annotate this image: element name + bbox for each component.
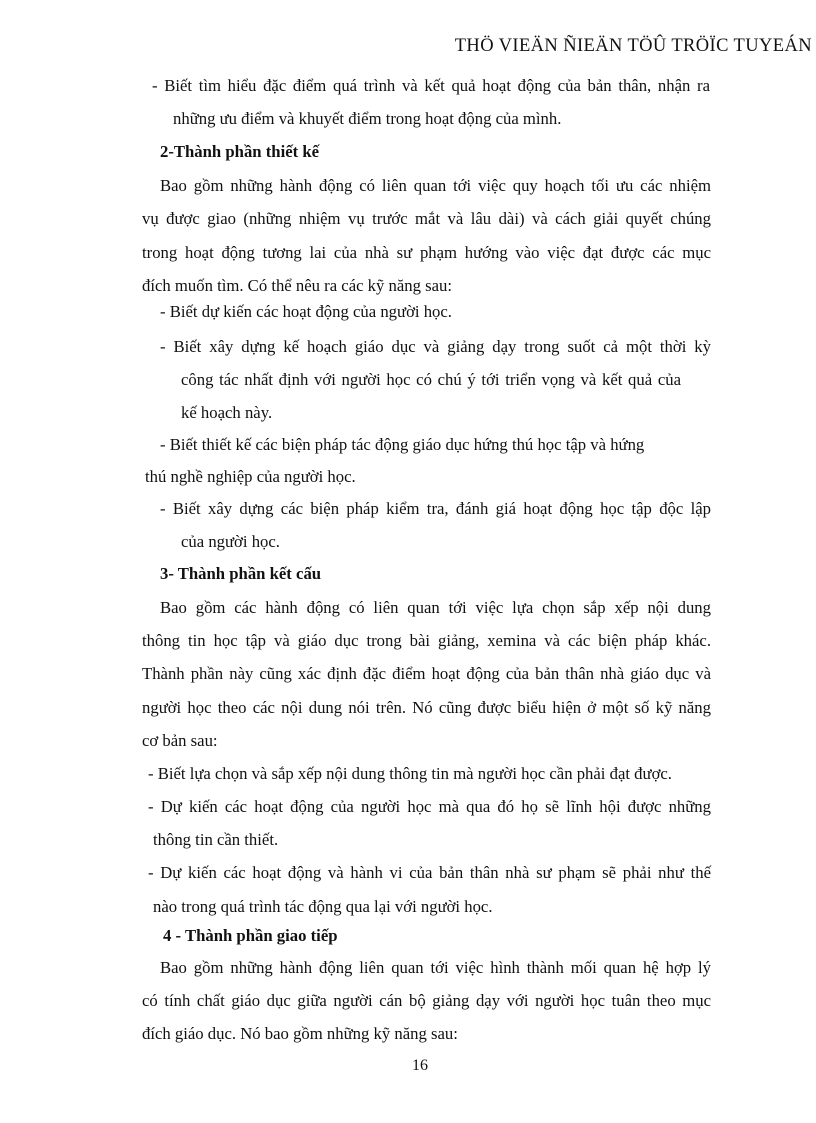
section-heading: 3- Thành phần kết cấu <box>160 564 322 583</box>
list-item: - Biết xây dựng các biện pháp kiểm tra, đánh giá hoạt động học tập độc lập <box>160 499 711 518</box>
section-heading: 2-Thành phần thiết kế <box>160 142 320 161</box>
text-line: thông tin cần thiết. <box>153 830 279 849</box>
list-item: - Biết dự kiến các hoạt động của người học. <box>160 302 452 321</box>
text-line: Bao gồm những hành động có liên quan tới việc quy hoạch tối ưu các nhiệm <box>160 176 711 195</box>
page-number: 16 <box>412 1057 428 1074</box>
text-line: nào trong quá trình tác động qua lại với người học. <box>153 897 493 916</box>
list-item: - Dự kiến các hoạt động và hành vi của bản thân nhà sư phạm sẽ phải như thế <box>148 863 711 882</box>
text-line: Bao gồm những hành động liên quan tới việc hình thành mối quan hệ hợp lý <box>160 958 711 977</box>
text-line: những ưu điểm và khuyết điểm trong hoạt động của mình. <box>173 109 562 128</box>
list-item: - Biết thiết kế các biện pháp tác động giáo dục hứng thú học tập và hứng <box>160 435 645 454</box>
text-line: của người học. <box>181 532 280 551</box>
text-line: công tác nhất định với người học có chú ý tới triển vọng và kết quả của <box>181 370 681 389</box>
list-item: - Dự kiến các hoạt động của người học mà qua đó họ sẽ lĩnh hội được những <box>148 797 711 816</box>
text-line: đích muốn tìm. Có thể nêu ra các kỹ năng sau: <box>142 276 453 295</box>
text-line: Bao gồm các hành động có liên quan tới việc lựa chọn sắp xếp nội dung <box>160 598 711 617</box>
text-line: kế hoạch này. <box>181 403 273 422</box>
text-line: cơ bản sau: <box>142 731 218 750</box>
text-line: thông tin học tập và giáo dục trong bài giảng, xemina và các biện pháp khác. <box>142 631 711 650</box>
text-line: đích giáo dục. Nó bao gồm những kỹ năng sau: <box>142 1024 458 1043</box>
list-item: - Biết lựa chọn và sắp xếp nội dung thông tin mà người học cần phải đạt được. <box>148 764 672 783</box>
text-line: có tính chất giáo dục giữa người cán bộ giảng dạy với người học tuân theo mục <box>142 991 711 1010</box>
running-header: THÖ VIEÄN ÑIEÄN TÖÛ TRÖÏC TUYEÁN <box>454 36 812 56</box>
section-heading: 4 - Thành phần giao tiếp <box>163 926 338 945</box>
text-line: - Biết tìm hiểu đặc điểm quá trình và kết quả hoạt động của bản thân, nhận ra <box>152 76 710 95</box>
text-line: vụ được giao (những nhiệm vụ trước mắt và lâu dài) và cách giải quyết chúng <box>142 209 711 228</box>
list-item: - Biết xây dựng kế hoạch giáo dục và giảng dạy trong suốt cả một thời kỳ <box>160 337 711 356</box>
text-line: người học theo các nội dung nói trên. Nó cũng được biểu hiện ở một số kỹ năng <box>142 698 711 717</box>
text-line: trong hoạt động tương lai của nhà sư phạm hướng vào việc đạt được các mục <box>142 243 711 262</box>
text-line: Thành phần này cũng xác định đặc điểm hoạt động của bản thân nhà giáo dục và <box>142 664 711 683</box>
text-line: thú nghề nghiệp của người học. <box>145 467 356 486</box>
